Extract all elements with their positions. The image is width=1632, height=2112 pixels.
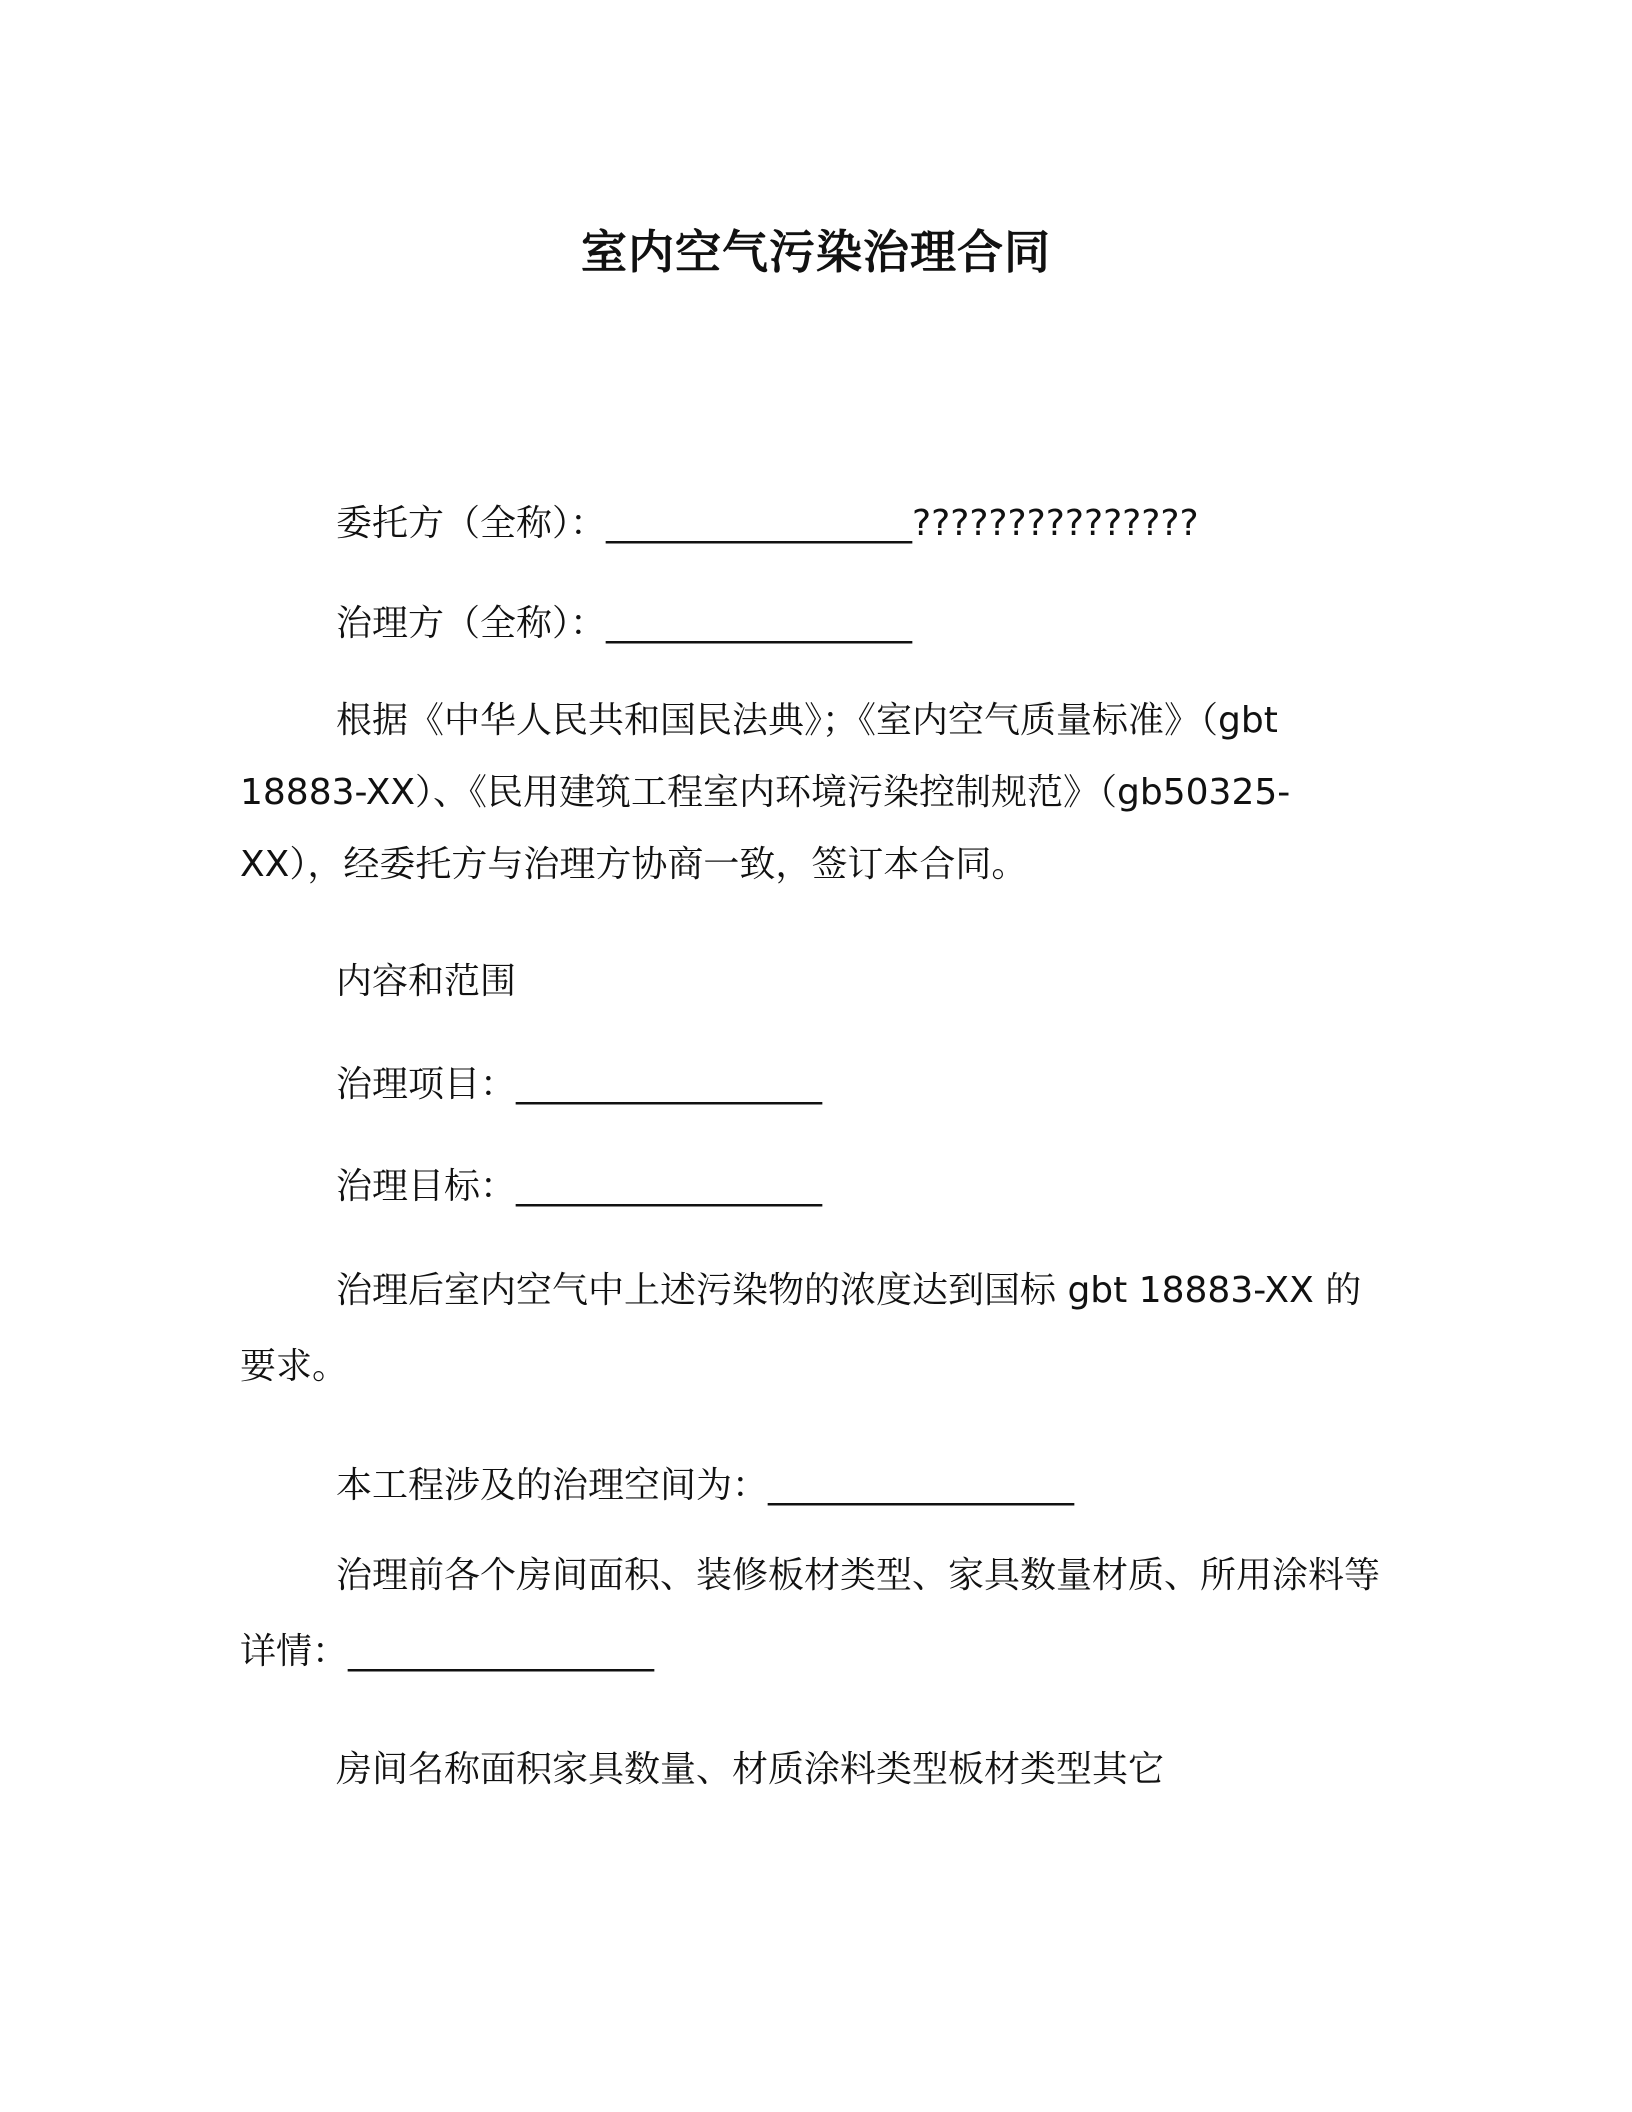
treatment-item-line: 治理项目：_________________ <box>336 1064 823 1105</box>
document-title: 室内空气污染治理合同 <box>581 225 1051 279</box>
treatment-space-line: 本工程涉及的治理空间为：_________________ <box>336 1465 1075 1506</box>
section-heading-scope: 内容和范围 <box>336 961 517 1002</box>
treatment-target-line: 治理目标：_________________ <box>336 1166 823 1207</box>
contractor-party-line: 治理方（全称）：_________________ <box>336 603 913 644</box>
room-table-header-line: 房间名称面积家具数量、材质涂料类型板材类型其它 <box>336 1749 1165 1790</box>
standard-requirement-paragraph: 治理后室内空气中上述污染物的浓度达到国标 gbt 18883-XX 的要求。 <box>240 1270 1362 1387</box>
legal-basis-paragraph: 根据《中华人民共和国民法典》；《室内空气质量标准》（gbt 18883-XX）、《民用建筑工程室内环境污染控制规范》（gb50325-XX），经委托方与治理方协商一致，签订本合同。 <box>240 700 1291 885</box>
room-details-paragraph: 治理前各个房间面积、装修板材类型、家具数量材质、所用涂料等详情：_________________ <box>240 1555 1381 1672</box>
client-party-line: 委托方（全称）：_________________??????????????? <box>336 503 1199 544</box>
